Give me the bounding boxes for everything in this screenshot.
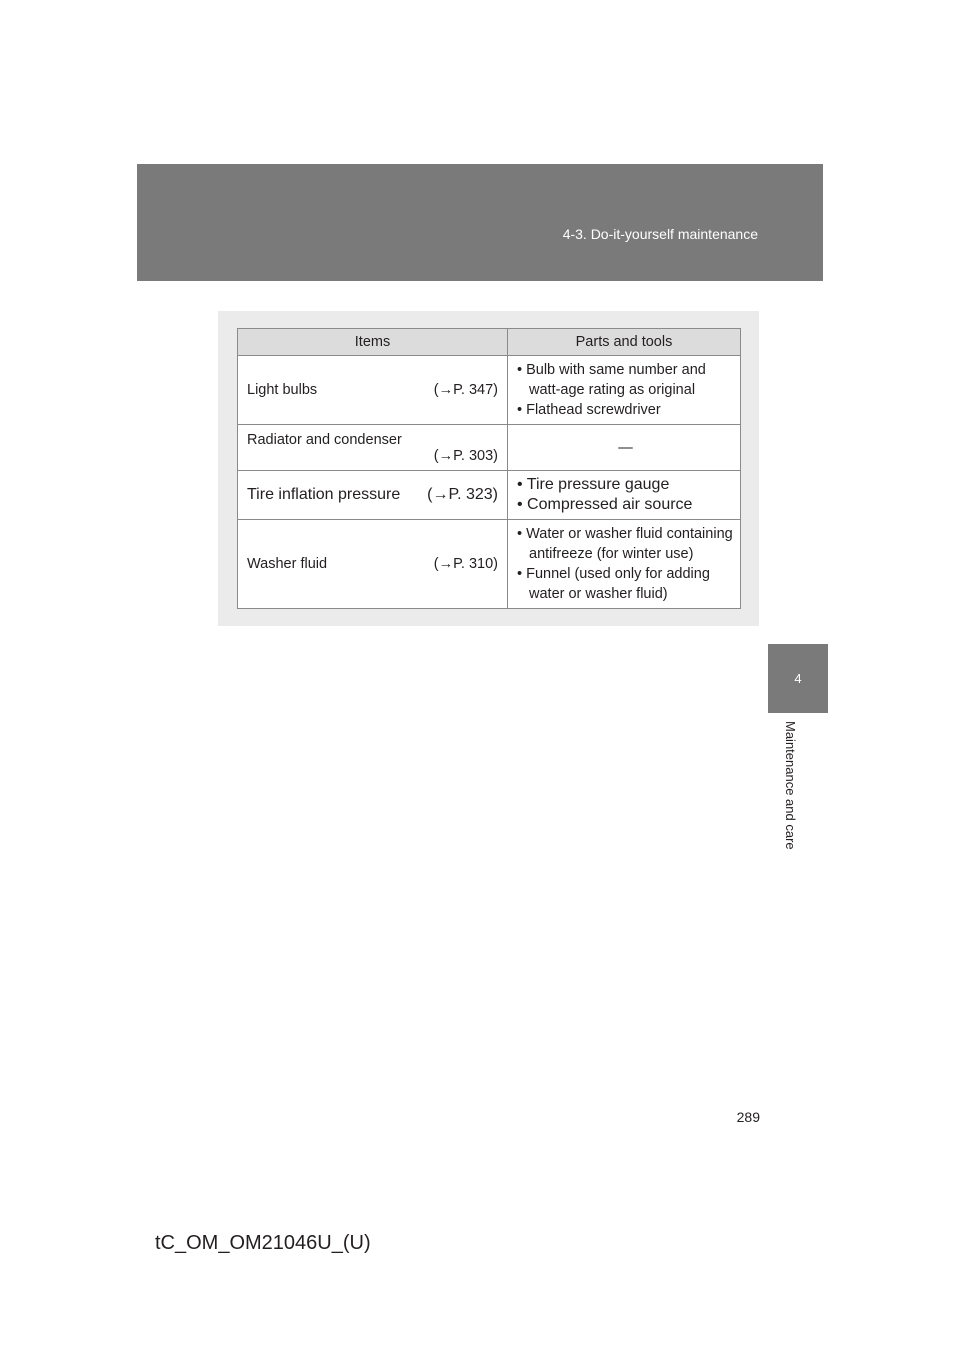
page-number: 289 xyxy=(736,1109,760,1125)
parts-cell xyxy=(508,520,741,609)
item-cell xyxy=(238,356,508,425)
parts-cell xyxy=(508,425,741,471)
table-row xyxy=(238,520,741,609)
chapter-tab xyxy=(768,644,828,713)
table-row xyxy=(238,356,741,425)
column-header-parts: Parts and tools xyxy=(508,329,741,356)
item-name: Radiator and condenser xyxy=(247,431,402,448)
parts-item: • Water or washer fluid containing antifreeze (for winter use) xyxy=(517,526,733,562)
chapter-number: 4 xyxy=(794,671,802,686)
parts-item: • Bulb with same number and watt-age rating as original xyxy=(517,362,706,398)
parts-cell xyxy=(508,356,741,425)
item-cell xyxy=(238,520,508,609)
parts-cell xyxy=(508,471,741,520)
page-reference: (→P. 347) xyxy=(433,382,498,398)
parts-item: • Compressed air source xyxy=(517,496,693,513)
chapter-label: Maintenance and care xyxy=(783,721,798,850)
page-reference: (→P. 323) xyxy=(427,486,498,503)
column-header-items: Items xyxy=(238,329,508,356)
header-band xyxy=(137,164,823,281)
item-cell xyxy=(238,425,508,471)
section-title: 4-3. Do-it-yourself maintenance xyxy=(562,226,758,242)
page-reference: (→P. 310) xyxy=(433,556,498,572)
item-name: Washer fluid xyxy=(247,556,328,572)
item-name: Light bulbs xyxy=(247,382,318,398)
parts-item: • Flathead screwdriver xyxy=(517,402,661,418)
table-row xyxy=(238,471,741,520)
info-panel xyxy=(218,311,759,626)
item-name: Tire inflation pressure xyxy=(247,486,401,503)
empty-dash: — xyxy=(618,439,633,456)
document-code: tC_OM_OM21046U_(U) xyxy=(155,1232,371,1254)
item-cell xyxy=(238,471,508,520)
items-table xyxy=(237,328,741,609)
table-header-row xyxy=(238,329,741,356)
parts-item: • Tire pressure gauge xyxy=(517,476,670,493)
page-reference: (→P. 303) xyxy=(433,447,498,464)
table-row xyxy=(238,425,741,471)
parts-item: • Funnel (used only for adding water or washer fluid) xyxy=(517,566,710,602)
